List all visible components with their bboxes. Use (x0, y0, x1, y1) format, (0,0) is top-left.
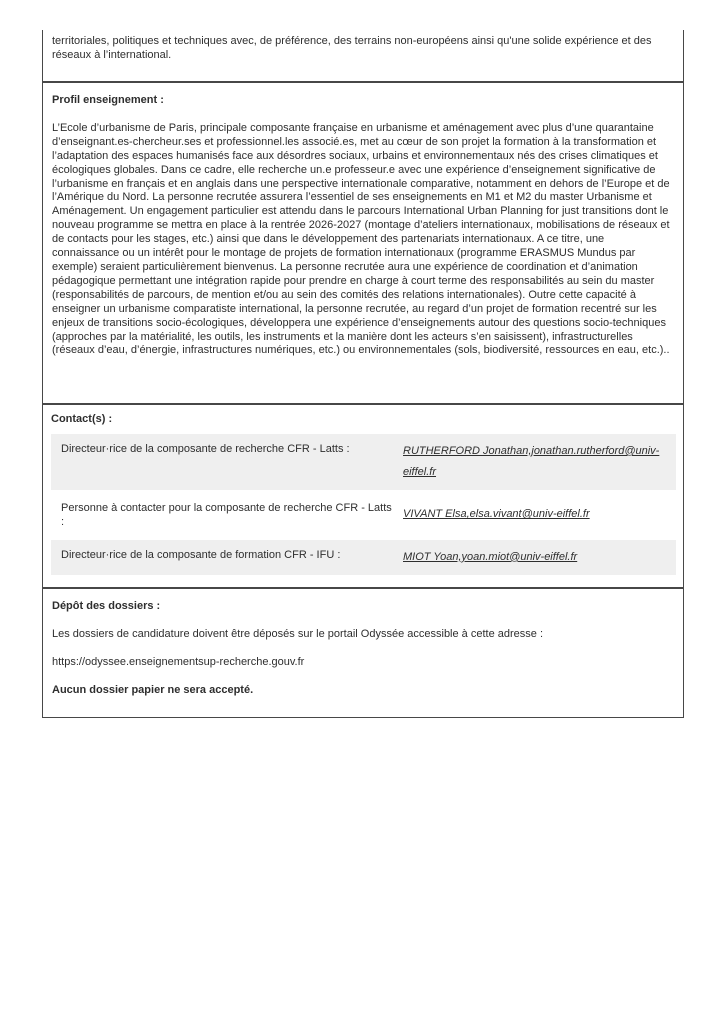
contact-value-cell (393, 500, 670, 530)
contact-label: Directeur·rice de la composante de recherche CFR - Latts : (61, 442, 350, 455)
section-contacts-box (42, 404, 684, 588)
contacts-table (51, 434, 676, 575)
contact-row (51, 540, 676, 575)
contact-row (51, 493, 676, 537)
contact-value-cell (393, 441, 670, 483)
continuation-text: territoriales, politiques et techniques avec, de préférence, des terrains non-européens ainsi qu'une solide expérience et des réseaux à l’international. (52, 35, 652, 61)
depot-heading: Dépôt des dossiers : (52, 600, 161, 612)
section-continuation-box (42, 30, 684, 82)
contact-label: Directeur·rice de la composante de formation CFR - IFU : (61, 548, 341, 561)
depot-intro-text: Les dossiers de candidature doivent être déposés sur le portail Odyssée accessible à cette adresse : (52, 627, 543, 640)
contact-email-link[interactable]: VIVANT Elsa,elsa.vivant@univ-eiffel.fr (403, 508, 590, 521)
section-depot-box (42, 588, 684, 718)
contact-email-link[interactable]: RUTHERFORD Jonathan,jonathan.rutherford@univ-eiffel.fr (403, 444, 660, 478)
contact-row (51, 434, 676, 490)
contacts-heading: Contact(s) : (51, 413, 113, 425)
contact-value-cell (393, 547, 670, 568)
document-body (42, 30, 684, 718)
no-paper-notice: Aucun dossier papier ne sera accepté. (52, 683, 254, 696)
portal-url: https://odyssee.enseignementsup-recherche.gouv.fr (52, 655, 305, 668)
contact-email-link[interactable]: MIOT Yoan,yoan.miot@univ-eiffel.fr (403, 550, 578, 563)
profil-body-text: L’Ecole d’urbanisme de Paris, principale composante française en urbanisme et aménagement avec plus d’une quarantaine d’enseignant.es-chercheur.ses et professionnel.les associé.es, met au cœur de son projet la formation à la transformation et l’adaptation des espaces humanisés face aux désordres sociaux, urbains et environnementaux nés des crises climatiques et écologiques globales. Dans ce cadre, elle recherche un.e professeur.e avec une expérience d’enseignement significative de l’urbanisme en français et en anglais dans une perspective internationale comparative, notamment en dehors de l’Europe et de l’Amérique du Nord. La personne recrutée assurera l’essentiel de ses enseignements en M1 et M2 du master Urbanisme et Aménagement. Un engagement particulier est attendu dans le parcours International Urban Planning for just transitions dont le nouveau programme se mettra en place à la rentrée 2026-2027 (montage d’ateliers internationaux, mobilisations de réseaux et de contacts pour les stages, etc.) ainsi que dans le développement des partenariats internationaux. A ce titre, une connaissance ou un intérêt pour le montage de projets de formation internationaux (programme ERASMUS Mundus par exemple) seraient particulièrement bienvenus. La personne recrutée aura une expérience de coordination et d’animation pédagogique permettant une intégration rapide pour prendre en charge à court terme des responsabilités au sein du master (responsabilités de parcours, de mention et/ou au sein des comités des relations internationales). Outre cette capacité à enseigner un urbanisme comparatiste international, la personne recrutée, au regard d’un projet de formation recentré sur les enjeux de transitions socio-écologiques, développera une expérience d’enseignements autour des questions socio-techniques (approches par la matérialité, les outils, les instruments et la manière dont les acteurs s’en saisissent), infrastructurelles (réseaux d’eau, d’énergie, infrastructures numériques, etc.) ou environnementales (sols, biodiversité, ressources en eau, etc.).. (52, 121, 670, 357)
section-profil-box (42, 82, 684, 404)
contact-label: Personne à contacter pour la composante de recherche CFR - Latts : (61, 501, 392, 528)
profil-heading: Profil enseignement : (52, 94, 164, 106)
